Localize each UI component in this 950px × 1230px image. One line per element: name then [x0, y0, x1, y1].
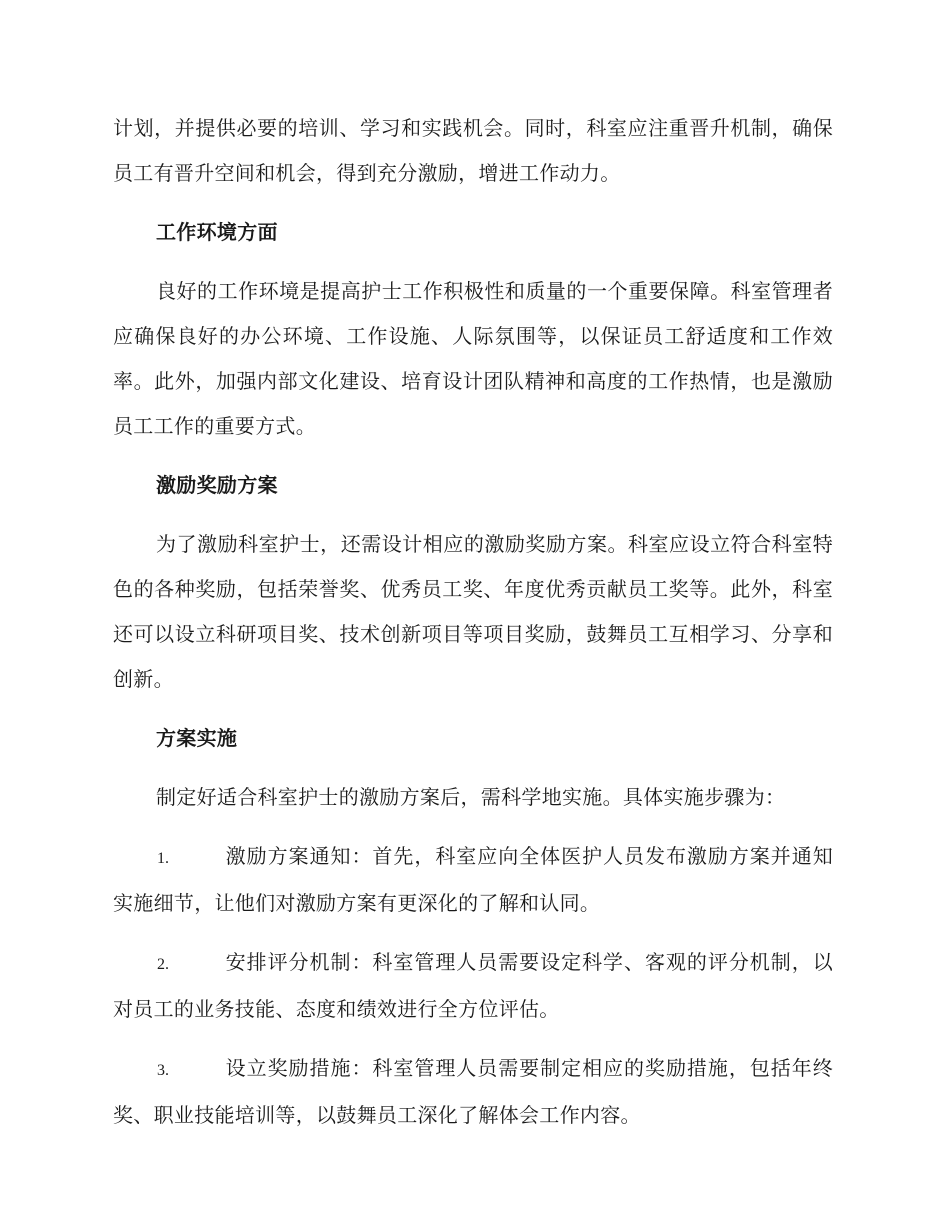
step-item-3: [113, 1046, 833, 1138]
step-text: 激励方案通知：首先，科室应向全体医护人员发布激励方案并通知实施细节，让他们对激励方案有更深化的了解和认同。: [113, 844, 833, 915]
section-paragraph-incentive-plan: 为了激励科室护士，还需设计相应的激励奖励方案。科室应设立符合科室特色的各种奖励，包括荣誉奖、优秀员工奖、年度优秀贡献员工奖等。此外，科室还可以设立科研项目奖、技术创新项目等项目奖励，鼓舞员工互相学习、分享和创新。: [113, 532, 833, 691]
section-paragraph-implementation: 制定好适合科室护士的激励方案后，需科学地实施。具体实施步骤为：: [156, 785, 786, 809]
document-page: [113, 106, 833, 1152]
step-number: 1.: [157, 850, 169, 867]
section-heading-implementation: 方案实施: [156, 726, 238, 750]
step-item-1: [113, 834, 833, 926]
step-text: 安排评分机制：科室管理人员需要设定科学、客观的评分机制，以对员工的业务技能、态度和绩效进行全方位评估。: [113, 950, 833, 1021]
step-text: 设立奖励措施：科室管理人员需要制定相应的奖励措施，包括年终奖、职业技能培训等，以鼓舞员工深化了解体会工作内容。: [113, 1056, 833, 1127]
section-heading-incentive-plan: 激励奖励方案: [156, 473, 278, 497]
section-heading-work-environment: 工作环境方面: [156, 220, 278, 244]
step-number: 3.: [157, 1062, 169, 1079]
step-number: 2.: [157, 956, 169, 973]
section-paragraph-work-environment: 良好的工作环境是提高护士工作积极性和质量的一个重要保障。科室管理者应确保良好的办公环境、工作设施、人际氛围等，以保证员工舒适度和工作效率。此外，加强内部文化建设、培育设计团队精神和高度的工作热情，也是激励员工工作的重要方式。: [113, 279, 833, 438]
intro-paragraph: 计划，并提供必要的培训、学习和实践机会。同时，科室应注重晋升机制，确保员工有晋升空间和机会，得到充分激励，增进工作动力。: [113, 116, 833, 185]
step-item-2: [113, 940, 833, 1032]
